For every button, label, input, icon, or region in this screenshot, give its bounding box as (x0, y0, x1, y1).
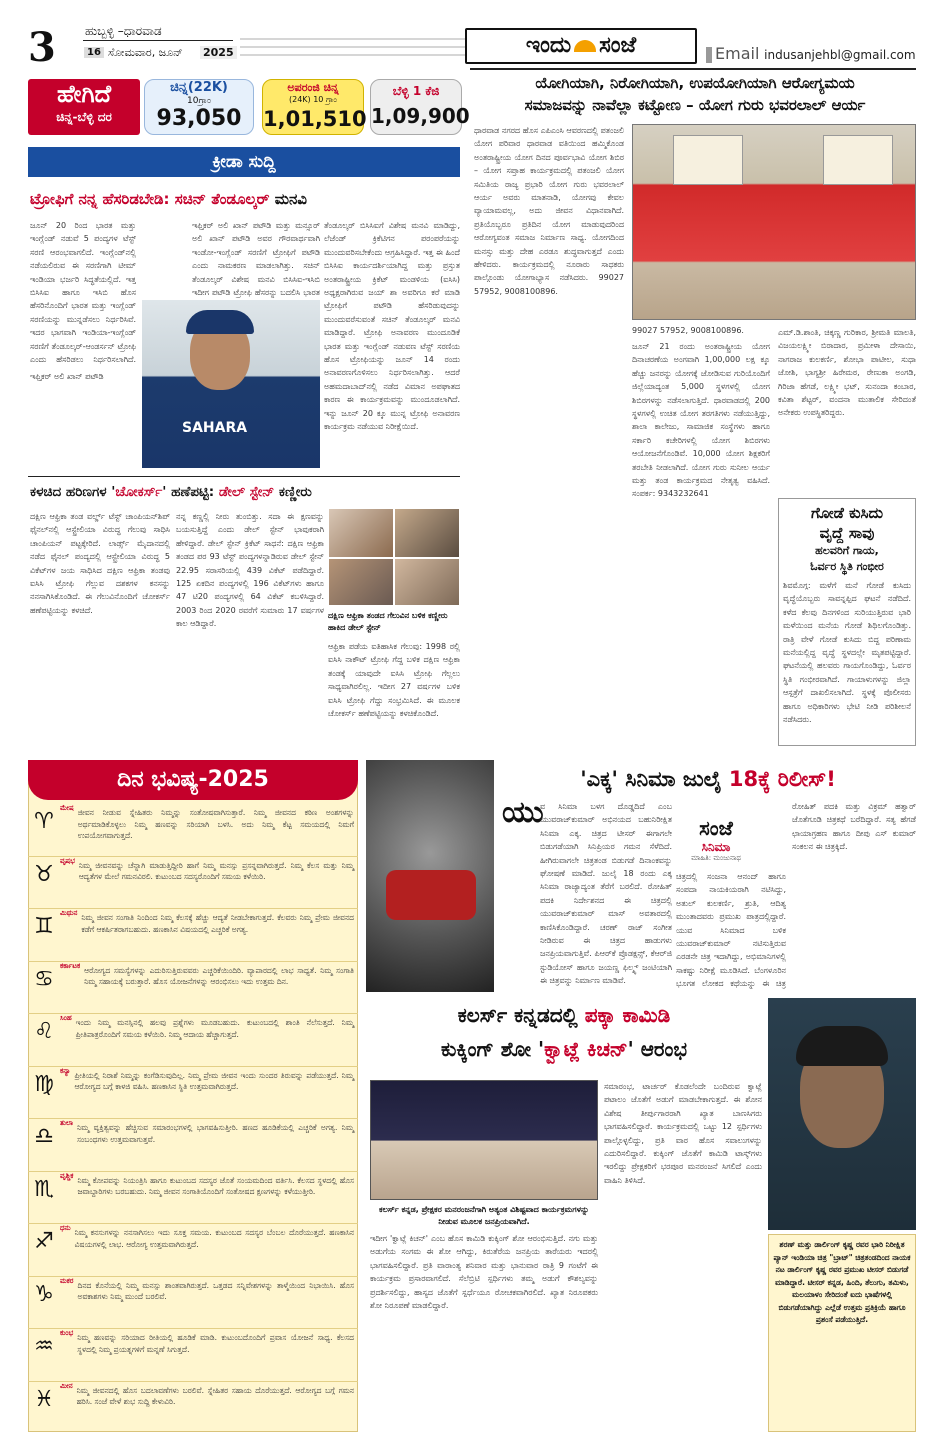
gold22-value: 93,050 (156, 106, 242, 131)
sign-name: ವೃಷಭ (60, 856, 75, 865)
yoga-photo-banner (673, 135, 743, 185)
dale-photo-caption: ದಕ್ಷಿಣ ಆಫ್ರಿಕಾ ತಂಡದ ಗೆಲುವಿನ ಬಳಿಕ ಕಣ್ಣೀರು ಹಾಕಿದ ಡೇಲ್ ಸ್ಟೇನ್ (328, 611, 448, 632)
sign-text: ನಿಮ್ಮ ಜೀವನದಲ್ಲಿ ಹೊಸ ಬದಲಾವಣೆಗಳು ಬರಲಿವೆ. ಸ್ನೇಹಿತರ ಸಹಾಯ ದೊರೆಯುತ್ತದೆ. ಆರೋಗ್ಯದ ಬಗ್ಗೆ ಗಮನ ಹರಿಸಿ. ಸಂಜೆ ವೇಳೆ ಶುಭ ಸುದ್ದಿ ಕೇಳುವಿರಿ. (76, 1385, 354, 1406)
horoscope-row (28, 1329, 358, 1382)
kitchen-photo (370, 1080, 598, 1200)
yoga-col3: ಎಮ್.ಡಿ.ಶಾಂತಿ, ಚಿಕ್ಕಣ್ಣ ಗುರಿಕಾರ, ಶ್ರೀಮತಿ ಮಾಲತಿ, ವಿಜಯಲಕ್ಷ್ಮೀ ಬಿರಾದಾರ, ಪ್ರಮೀಳಾ ದೇಸಾಯಿ, ನಾಗರಾಜ ಕುಲಕರ್ಣಿ, ಶೋಭಾ ಪಾಟೀಲ, ಸುಧಾ ಜೋಶಿ, ಭಾಗ್ಯಶ್ರೀ ಹಿರೇಮಠ, ರೇಣುಕಾ ಅಂಗಡಿ, ಗಿರಿಜಾ ಹೆಗಡೆ, ಲಕ್ಷ್ಮೀ ಭಟ್, ಸುನಂದಾ ಕಂಬಾರ, ಕವಿತಾ ಶೆಟ್ಟರ್, ವಂದನಾ ಮುತಾಲಿಕ ಸೇರಿದಂತೆ ಅನೇಕರು ಉಪಸ್ಥಿತರಿದ್ದರು. (778, 328, 916, 418)
sachin-jersey-logo: SAHARA (182, 420, 248, 436)
horoscope-row (28, 1382, 358, 1435)
sign-name: ಮಕರ (60, 1276, 74, 1285)
yoga-headline (474, 72, 916, 116)
paper-name-left: ಇಂದು (525, 33, 572, 58)
wall-headline-2: ವೃದ್ದೆ ಸಾವು (819, 524, 875, 542)
kitchen-col2: ಸಮಾರಂಭ, ಟಾರ್ಚರ್ ಕೊಡಲೆಂದೇ ಬಂದಿರುವ ಕ್ವಾಟ್ಲೆ ಪಟಾಲಂ ಜೊತೆಗೆ ಅಡುಗೆ ಮಾಡಬೇಕಾಗುತ್ತದೆ. ಈ ಶೋನ ವಿಶೇಷ ತೀರ್ಪುಗಾರರಾಗಿ ಖ್ಯಾತ ಬಾಣಸಿಗರು ಭಾಗವಹಿಸಲಿದ್ದಾರೆ. ಕಾರ್ಯಕ್ರಮದಲ್ಲಿ ಒಟ್ಟು 12 ಸ್ಪರ್ಧಿಗಳು ಪಾಲ್ಗೊಳ್ಳಲಿದ್ದು, ಪ್ರತಿ ವಾರ ಹೊಸ ಸವಾಲುಗಳನ್ನು ಎದುರಿಸಲಿದ್ದಾರೆ. ಕುಕ್ಕಿಂಗ್ ಜೊತೆಗೆ ಕಾಮಿಡಿ ಟಾಸ್ಕ್‌ಗಳು ಇರಲಿದ್ದು ಪ್ರೇಕ್ಷಕರಿಗೆ ಭರಪೂರ ಮನರಂಜನೆ ಸಿಗಲಿದೆ ಎಂದು ವಾಹಿನಿ ತಿಳಿಸಿದೆ. (604, 1082, 762, 1185)
year: 2025 (200, 46, 237, 59)
horoscope-title-bar (28, 760, 358, 800)
gold24-value: 1,01,510 (263, 107, 367, 131)
wall-subhead-1: ಹಲವರಿಗೆ ಗಾಯ, (815, 544, 879, 557)
dale-col1: ದಕ್ಷಿಣ ಆಫ್ರಿಕಾ ತಂಡ ವರ್ಲ್ಡ್ ಟೆಸ್ಟ್ ಚಾಂಪಿಯನ್‌ಶಿಪ್ ಫೈನಲ್‌ನಲ್ಲಿ ಆಸ್ಟ್ರೇಲಿಯಾ ವಿರುದ್ಧ ಗೆಲುವು ಸಾಧಿಸಿ ಚಾಂಪಿಯನ್ ಪಟ್ಟಕ್ಕೇರಿದೆ. ಲಾರ್ಡ್ಸ್ ಮೈದಾನದಲ್ಲಿ ನಡೆದ ಫೈನಲ್ ಪಂದ್ಯದಲ್ಲಿ ಆಸ್ಟ್ರೇಲಿಯಾ ವಿರುದ್ಧ 5 ವಿಕೆಟ್‌ಗಳ ಜಯ ಸಾಧಿಸಿದ ದಕ್ಷಿಣ ಆಫ್ರಿಕಾ ತಂಡವು ಐಸಿಸಿ ಟ್ರೋಫಿ ಗೆಲ್ಲುವ ದಶಕಗಳ ಕನಸನ್ನು ನನಸಾಗಿಸಿಕೊಂಡಿದೆ. ಈ ಗೆಲುವಿನೊಂದಿಗೆ ಚೋಕರ್ಸ್ ಹಣೆಪಟ್ಟಿಯನ್ನು ಕಳಚಿದೆ. (30, 512, 170, 615)
ekka-col3: ರೋಹಿತ್ ಪದಕಿ ಮತ್ತು ವಿಕ್ರಮ್ ಹತ್ವಾರ್ ಜೊತೆಗೂಡಿ ಚಿತ್ರಕಥೆ ಬರೆದಿದ್ದಾರೆ. ಸತ್ಯ ಹೆಗಡೆ ಛಾಯಾಗ್ರಹಣ ಹಾಗೂ ದೀಪು ಎಸ್ ಕುಮಾರ್ ಸಂಕಲನ ಈ ಚಿತ್ರಕ್ಕಿದೆ. (792, 802, 916, 852)
horoscope-row (28, 1014, 358, 1067)
paper-name-right: ಸಂಜೆ (599, 33, 637, 58)
sign-name: ಕುಂಭ (60, 1329, 74, 1337)
pisces-icon: ♓ (34, 1386, 54, 1412)
sun-icon (574, 40, 596, 52)
sign-text: ಆರೋಗ್ಯದ ಸಮಸ್ಯೆಗಳನ್ನು ಎದುರಿಸುತ್ತಿರುವವರು ಎಚ್ಚರಿಕೆಯಿಂದಿರಿ. ವ್ಯಾಪಾರದಲ್ಲಿ ಲಾಭ ಸಾಧ್ಯತೆ. ನಿಮ್ಮ ಸಂಗಾತಿ ನಿಮ್ಮ ಸಹಾಯಕ್ಕೆ ಬರುತ್ತಾರೆ. ಹೊಸ ಯೋಜನೆಗಳನ್ನು ಆರಂಭಿಸಲು ಇದು ಉತ್ತಮ ದಿನ. (84, 965, 354, 986)
virgo-icon: ♍ (34, 1071, 54, 1097)
sign-name: ಮಿಥುನ (60, 909, 78, 917)
wall-headline-1: ಗೋಡೆ ಕುಸಿದು (811, 504, 883, 522)
kitchen-headline-line2 (366, 1032, 762, 1066)
kitchen-headline-1: ಕಲರ್ಸ್ ಕನ್ನಡದಲ್ಲಿ (457, 1003, 585, 1027)
sign-name: ಸಿಂಹ (60, 1014, 72, 1022)
aquarius-icon: ♒ (34, 1334, 54, 1359)
sign-text: ಇಂದು ನಿಮ್ಮ ಮನಸ್ಸಿನಲ್ಲಿ ಹಲವು ಪ್ರಶ್ನೆಗಳು ಮೂಡಬಹುದು. ಕುಟುಂಬದಲ್ಲಿ ಶಾಂತಿ ನೆಲೆಸುತ್ತದೆ. ನಿಮ್ಮ ಪ್ರೀತಿಪಾತ್ರರೊಂದಿಗೆ ಸಮಯ ಕಳೆಯಿರಿ. ನಿಮ್ಮ ಆದಾಯ ಹೆಚ್ಚಾಗುತ್ತದೆ. (75, 1018, 354, 1039)
dale-headline-4: ಡೇಲ್ ಸ್ಟೇನ್ (218, 484, 275, 500)
email-icon (706, 47, 712, 63)
sports-headline-2: ಸಚಿನ್ ತೆಂಡೂಲ್ಕರ್ (174, 190, 270, 208)
silver-label: ಬೆಳ್ಳಿ 1 ಕೆಜಿ (392, 84, 440, 98)
taurus-icon: ♉ (34, 861, 54, 887)
wall-news (778, 498, 916, 746)
horoscope-row (28, 804, 358, 857)
ekka-dropcap: ಯು (502, 795, 544, 830)
sign-text: ನಿಮ್ಮ ಕನಸುಗಳನ್ನು ನನಸಾಗಿಸಲು ಇದು ಸೂಕ್ತ ಸಮಯ. ಕುಟುಂಬದ ಸದಸ್ಯರ ಬೆಂಬಲ ದೊರೆಯುತ್ತದೆ. ಹಣಕಾಸಿನ ವಿಷಯಗಳಲ್ಲಿ ಲಾಭ. ಆರೋಗ್ಯ ಉತ್ತಮವಾಗಿರುತ್ತದೆ. (74, 1228, 354, 1249)
kitchen-col1: ಇದೀಗ 'ಕ್ವಾಟ್ಲೆ ಕಿಚನ್' ಎಂಬ ಹೊಸ ಕಾಮಿಡಿ ಕುಕ್ಕಿಂಗ್ ಶೋ ಆರಂಭಿಸುತ್ತಿದೆ. ನಗು ಮತ್ತು ಅಡುಗೆಯ ಸಂಗಮ ಈ ಶೋ ಆಗಿದ್ದು, ಕಿರುತೆರೆಯ ಜನಪ್ರಿಯ ತಾರೆಯರು ಇದರಲ್ಲಿ ಭಾಗವಹಿಸಲಿದ್ದಾರೆ. ಪ್ರತಿ ವಾರಾಂತ್ಯ ಶನಿವಾರ ಮತ್ತು ಭಾನುವಾರ ರಾತ್ರಿ 9 ಗಂಟೆಗೆ ಈ ಕಾರ್ಯಕ್ರಮ ಪ್ರಸಾರವಾಗಲಿದೆ. ಸೆಲೆಬ್ರಿಟಿ ಸ್ಪರ್ಧಿಗಳು ತಮ್ಮ ಅಡುಗೆ ಕೌಶಲ್ಯವನ್ನು ಪ್ರದರ್ಶಿಸಲಿದ್ದು, ಹಾಸ್ಯದ ಜೊತೆಗೆ ಸ್ಪರ್ಧೆಯೂ ರೋಚಕವಾಗಿರಲಿದೆ. ಖ್ಯಾತ ನಿರೂಪಕರು ಶೋ ನಿರೂಪಣೆ ಮಾಡಲಿದ್ದಾರೆ. (370, 1234, 598, 1311)
ekka-photo (366, 760, 494, 992)
sports-col1-b: ಇಫ್ತಿಕರ್ ಅಲಿ ಖಾನ್ ಪಟೌಡಿ (30, 372, 104, 381)
horoscope-row (28, 1277, 358, 1330)
sign-name: ಕರ್ಕಾಟಕ (60, 961, 81, 970)
sign-text: ನಿಮ್ಮ ಜೀವನವನ್ನು ಚೆನ್ನಾಗಿ ಮಾಡುತ್ತಿದ್ದೀರಿ ಹಾಗೆ ನಿಮ್ಮ ಮನಸ್ಸು ಪ್ರಸನ್ನವಾಗಿರುತ್ತದೆ. ನಿಮ್ಮ ಕೆಲಸ ಮತ್ತು ನಿಮ್ಮ ಆದ್ಯತೆಗಳ ಮೇಲೆ ಗಮನವಿರಲಿ. ಕುಟುಂಬದ ಸದಸ್ಯರೊಂದಿಗೆ ಸಮಯ ಕಳೆಯಿರಿ. (78, 860, 354, 881)
leo-icon: ♌ (34, 1019, 54, 1044)
brat-caption: ಶರಣ್ ಮತ್ತು ಡಾರ್ಲಿಂಗ್ ಕೃಷ್ಣ ರವರ ಭಾರಿ ನಿರೀಕ್ಷಿತ ಪ್ಯಾನ್ ಇಂಡಿಯಾ ಚಿತ್ರ "ಬ್ರಾಟ್" ಚಿತ್ರತಂಡದಿಂದ ನಾಯಕ ನಟ ಡಾರ್ಲಿಂಗ್ ಕೃಷ್ಣ ರವರ ಪ್ರಮುಖ ಟೀಸರ್ ಬಿಡುಗಡೆ ಮಾಡಿದ್ದಾರೆ. ಟೀಸರ್ ಕನ್ನಡ, ಹಿಂದಿ, ತೆಲುಗು, ತಮಿಳು, ಮಲಯಾಳಂ ಸೇರಿದಂತೆ ಐದು ಭಾಷೆಗಳಲ್ಲಿ ಬಿಡುಗಡೆಯಾಗಿದ್ದು ಎಲ್ಲೆಡೆ ಉತ್ತಮ ಪ್ರತಿಕ್ರಿಯೆ ಹಾಗೂ ಪ್ರಶಂಸೆ ಪಡೆಯುತ್ತಿದೆ. (773, 1240, 911, 1324)
horoscope-row (28, 962, 358, 1015)
dale-photo-4 (395, 559, 459, 605)
dale-top-rule (28, 476, 460, 477)
edition-label: ಹುಬ್ಬಳ್ಳಿ –ಧಾರವಾಡ (85, 24, 162, 38)
price-banner-sub: ಚಿನ್ನ-ಬೆಳ್ಳಿ ದರ (56, 110, 112, 124)
sign-name: ಧನು (60, 1224, 71, 1232)
brat-hair (796, 1026, 888, 1066)
date-text: ಸೋಮವಾರ, ಜೂನ್ (108, 46, 183, 59)
kitchen-headline-5: ' ಆರಂಭ (627, 1037, 687, 1061)
sign-text: ಪ್ರೀತಿಯಲ್ಲಿ ನಿರಾಶೆ ನಿಮ್ಮನ್ನು ಕಂಗೆಡಿಸುವುದಿಲ್ಲ. ನಿಮ್ಮ ಪ್ರೇಮ ಜೀವನ ಇಂದು ಸುಂದರ ತಿರುವನ್ನು ಪಡೆಯುತ್ತದೆ. ನಿಮ್ಮ ಆರೋಗ್ಯದ ಬಗ್ಗೆ ಕಾಳಜಿ ವಹಿಸಿ. ಹಣಕಾಸಿನ ಸ್ಥಿತಿ ಉತ್ತಮವಾಗಿರುತ್ತದೆ. (74, 1070, 354, 1091)
cancer-icon: ♋ (34, 966, 54, 992)
gold22-unit: 10ಗ್ರಾಂ (187, 96, 211, 106)
edition-divider (83, 40, 233, 41)
gemini-icon: ♊ (34, 914, 54, 939)
wall-body: ಶಿವಮೊಗ್ಗ: ಮಳೆಗೆ ಮನೆ ಗೋಡೆ ಕುಸಿದು ವೃದ್ಧೆಯೊಬ್ಬರು ಸಾವನ್ನಪ್ಪಿದ ಘಟನೆ ನಡೆದಿದೆ. ಕಳೆದ ಕೆಲವು ದಿನಗಳಿಂದ ಸುರಿಯುತ್ತಿರುವ ಭಾರಿ ಮಳೆಯಿಂದ ಮನೆಯ ಗೋಡೆ ಶಿಥಿಲಗೊಂಡಿತ್ತು. ರಾತ್ರಿ ವೇಳೆ ಗೋಡೆ ಕುಸಿದು ಬಿದ್ದ ಪರಿಣಾಮ ಮನೆಯಲ್ಲಿದ್ದ ವೃದ್ಧೆ ಸ್ಥಳದಲ್ಲೇ ಮೃತಪಟ್ಟಿದ್ದಾರೆ. ಘಟನೆಯಲ್ಲಿ ಹಲವರು ಗಾಯಗೊಂಡಿದ್ದು, ಓರ್ವರ ಸ್ಥಿತಿ ಗಂಭೀರವಾಗಿದೆ. ಗಾಯಾಳುಗಳನ್ನು ಜಿಲ್ಲಾ ಆಸ್ಪತ್ರೆಗೆ ದಾಖಲಿಸಲಾಗಿದೆ. ಸ್ಥಳಕ್ಕೆ ಪೊಲೀಸರು ಹಾಗೂ ಅಧಿಕಾರಿಗಳು ಭೇಟಿ ನೀಡಿ ಪರಿಶೀಲನೆ ನಡೆಸಿದರು. (783, 581, 911, 725)
sign-text: ನಿಮ್ಮ ಕೋಪವನ್ನು ನಿಯಂತ್ರಿಸಿ ಹಾಗೂ ಕುಟುಂಬದ ಸದಸ್ಯರ ಜೊತೆ ಸಂಯಮದಿಂದ ವರ್ತಿಸಿ. ಕೆಲಸದ ಸ್ಥಳದಲ್ಲಿ ಹೊಸ ಜವಾಬ್ದಾರಿಗಳು ಬರಬಹುದು. ನಿಮ್ಮ ಜೀವನ ಸಂಗಾತಿಯೊಂದಿಗೆ ಸಂತೋಷದ ಕ್ಷಣಗಳನ್ನು ಕಳೆಯುತ್ತೀರಿ. (77, 1175, 354, 1196)
sign-name: ಮೇಷ (60, 804, 74, 812)
horoscope-row (28, 857, 358, 910)
yoga-photo (632, 124, 916, 320)
kitchen-headline-3: ಕುಕ್ಕಿಂಗ್ ಶೋ ' (440, 1037, 545, 1061)
gold22-label: ಚಿನ್ನ(22K) (170, 80, 228, 95)
sports-section-bar (28, 147, 460, 177)
dale-headline-3: ' ಹಣೆಪಟ್ಟಿ: (162, 484, 219, 500)
sports-section-title: ಕ್ರೀಡಾ ಸುದ್ದಿ (212, 152, 276, 172)
horoscope-row (28, 1224, 358, 1277)
kitchen-headline (366, 998, 762, 1066)
ekka-headline-2: ಸಿನಿಮಾ ಜುಲೈ (618, 767, 729, 791)
dale-col3: ಆಫ್ರಿಕಾ ಪಡೆಯ ಐತಿಹಾಸಿಕ ಗೆಲುವು: 1998 ರಲ್ಲಿ ಐಸಿಸಿ ನಾಕೌಟ್ ಟ್ರೋಫಿ ಗೆದ್ದ ಬಳಿಕ ದಕ್ಷಿಣ ಆಫ್ರಿಕಾ ತಂಡಕ್ಕೆ ಯಾವುದೇ ಐಸಿಸಿ ಟ್ರೋಫಿ ಗೆಲ್ಲಲು ಸಾಧ್ಯವಾಗಿರಲಿಲ್ಲ. ಇದೀಗ 27 ವರ್ಷಗಳ ಬಳಿಕ ಐಸಿಸಿ ಟ್ರೋಫಿ ಗೆದ್ದು ಸಂಭ್ರಮಿಸಿದೆ. ಈ ಮೂಲಕ ಚೋಕರ್ಸ್ ಹಣೆಪಟ್ಟಿಯನ್ನು ಕಳಚಿಕೊಂಡಿದೆ. (328, 642, 460, 719)
price-banner (28, 79, 140, 135)
sports-headline-1: ಟ್ರೋಫಿಗೆ ನನ್ನ ಹೆಸರಿಡಬೇಡಿ: (30, 190, 175, 208)
sports-col3: ತೆಂಡೂಲ್ಕರ್ ಬಿಸಿಸಿಐಗೆ ವಿಶೇಷ ಮನವಿ ಮಾಡಿದ್ದು, ಲೆಜೆಂಡ್ ಕ್ರಿಕೆಟಿಗನ ಪರಂಪರೆಯನ್ನು ಮುಂದುವರಿಸಬೇಕೆಂದು ಆಗ್ರಹಿಸಿದ್ದಾರೆ. ಇತ್ತ ಈ ಹಿಂದೆ ಬಿಸಿಸಿಐ ಕಾರ್ಯದರ್ಶಿಯಾಗಿದ್ದ ಮತ್ತು ಪ್ರಸ್ತುತ ಅಂತರಾಷ್ಟ್ರೀಯ ಕ್ರಿಕೆಟ್ ಮಂಡಳಿಯ (ಐಸಿಸಿ) ಅಧ್ಯಕ್ಷರಾಗಿರುವ ಜಯ್ ಶಾ ಅವರಿಗೂ ಕರೆ ಮಾಡಿ ಟ್ರೋಫಿಗೆ ಪಟೌಡಿ ಹೆಸರಿಡುವುದನ್ನು ಮುಂದುವರೆಸುವಂತೆ ಸಚಿನ್ ತೆಂಡೂಲ್ಕರ್ ಮನವಿ ಮಾಡಿದ್ದಾರೆ. ಟ್ರೋಫಿ ಅನಾವರಣ ಮುಂದೂಡಿಕೆ ಭಾರತ ಮತ್ತು ಇಂಗ್ಲೆಂಡ್ ನಡುವಣ ಟೆಸ್ಟ್ ಸರಣಿಯ ಹೊಸ ಟ್ರೋಫಿಯನ್ನು ಜೂನ್ 14 ರಂದು ಅನಾವರಣಗೊಳಿಸಲು ನಿರ್ಧರಿಸಲಾಗಿತ್ತು. ಆದರೆ ಅಹಮದಾಬಾದ್‌ನಲ್ಲಿ ನಡೆದ ವಿಮಾನ ಅಪಘಾತದ ಕಾರಣ ಈ ಕಾರ್ಯಕ್ರಮವನ್ನು ಮುಂದೂಡಲಾಗಿದೆ. ಇನ್ನು ಜೂನ್ 20 ಕ್ಕೂ ಮುನ್ನ ಟ್ರೋಫಿ ಅನಾವರಣ ಕಾರ್ಯಕ್ರಮ ನಡೆಯುವ ನಿರೀಕ್ಷೆಯಿದೆ. (324, 221, 460, 432)
kitchen-headline-2: ಪಕ್ಕಾ ಕಾಮಿಡಿ (584, 1003, 671, 1027)
ekka-headline-1: 'ಎಕ್ಕ' (580, 767, 618, 791)
horoscope-title: ದಿನ ಭವಿಷ್ಯ-2025 (117, 767, 269, 792)
ekka-byline: ಮಾಹಿತಿ: ಮಂಜುನಾಥ (691, 854, 741, 862)
horoscope-row (28, 1119, 358, 1172)
cinema-logo-text: ಸಿನಿಮಾ (701, 840, 731, 854)
horoscope-row (28, 1067, 358, 1120)
dale-headline (30, 481, 460, 503)
gold24-label: ಅಪರಂಜಿ ಚಿನ್ನ (287, 81, 339, 94)
masthead (0, 0, 945, 70)
ekka-headline-3: 18ಕ್ಕೆ ರಿಲೀಸ್! (728, 767, 836, 791)
ekka-face-cover (386, 870, 476, 920)
horoscope-row (28, 1172, 358, 1225)
ekka-col1: ವ ಸಿನಿಮಾ ಬಳಗ ದೊಡ್ಡದಿದೆ ಎಂಬ ಯುವರಾಜ್‌ಕುಮಾರ್ ಅಭಿನಯದ ಬಹುನಿರೀಕ್ಷಿತ ಸಿನಿಮಾ ಎಕ್ಕ. ಚಿತ್ರದ ಟೀಸರ್ ಈಗಾಗಲೇ ಬಿಡುಗಡೆಯಾಗಿ ಸಿನಿಪ್ರಿಯರ ಗಮನ ಸೆಳೆದಿದೆ. ಹೀಗಿರುವಾಗಲೇ ಚಿತ್ರತಂಡ ಬಿಡುಗಡೆ ದಿನಾಂಕವನ್ನು ಘೋಷಣೆ ಮಾಡಿದೆ. ಜುಲೈ 18 ರಂದು ಎಕ್ಕ ಸಿನಿಮಾ ರಾಜ್ಯಾದ್ಯಂತ ತೆರೆಗೆ ಬರಲಿದೆ. ರೋಹಿತ್ ಪದಕಿ ನಿರ್ದೇಶನದ ಈ ಚಿತ್ರದಲ್ಲಿ ಯುವರಾಜ್‌ಕುಮಾರ್ ಮಾಸ್ ಅವತಾರದಲ್ಲಿ ಕಾಣಿಸಿಕೊಂಡಿದ್ದಾರೆ. ಚರಣ್ ರಾಜ್ ಸಂಗೀತ ನೀಡಿರುವ ಈ ಚಿತ್ರದ ಹಾಡುಗಳು ಜನಪ್ರಿಯವಾಗುತ್ತಿವೆ. ಪಿಆರ್‌ಕೆ ಪ್ರೊಡಕ್ಷನ್ಸ್, ಕೆಆರ್‌ಜಿ ಸ್ಟುಡಿಯೋಸ್ ಹಾಗೂ ಜಯಣ್ಣ ಫಿಲ್ಮ್ಸ್ ಜಂಟಿಯಾಗಿ ಈ ಚಿತ್ರವನ್ನು ನಿರ್ಮಾಣ ಮಾಡಿವೆ. (540, 802, 672, 986)
page-number: 3 (28, 24, 56, 71)
sign-name: ಮೀನ (60, 1381, 73, 1390)
sign-text: ನಿಮ್ಮ ಹಣವನ್ನು ಸರಿಯಾದ ರೀತಿಯಲ್ಲಿ ಹೂಡಿಕೆ ಮಾಡಿ. ಕುಟುಂಬದೊಂದಿಗೆ ಪ್ರವಾಸ ಯೋಜನೆ ಸಾಧ್ಯ. ಕೆಲಸದ ಸ್ಥಳದಲ್ಲಿ ನಿಮ್ಮ ಪ್ರಯತ್ನಗಳಿಗೆ ಮನ್ನಣೆ ಸಿಗುತ್ತದೆ. (77, 1333, 354, 1354)
dale-headline-5: ಕಣ್ಣೀರು (274, 484, 312, 500)
gold22-box (144, 79, 254, 135)
yoga-headline-2: ಸಮಾಜವನ್ನು ನಾವೆಲ್ಲಾ ಕಟ್ಟೋಣ – ಯೋಗ ಗುರು ಭವರಲಾಲ್ ಆರ್ಯ (524, 96, 866, 114)
price-banner-title: ಹೇಗಿದೆ (56, 80, 112, 108)
kitchen-photo-caption: ಕಲರ್ಸ್ ಕನ್ನಡ, ಪ್ರೇಕ್ಷಕರ ಮನರಂಜನೆಗಾಗಿ ಅತ್ಯಂತ ವಿಶಿಷ್ಟವಾದ ಕಾರ್ಯಕ್ರಮಗಳನ್ನು ನೀಡುವ ಮೂಲಕ ಜನಪ್ರಿಯವಾಗಿದೆ. (378, 1205, 590, 1226)
sign-text: ಜೀವನ ನೀಡುವ ಸ್ನೇಹಿತರು ನಿಮ್ಮನ್ನು ಸಂತೋಷವಾಗಿಸುತ್ತಾರೆ. ನಿಮ್ಮ ಜೀವನದ ಕಠಿಣ ಅಂಶಗಳನ್ನು ಅರ್ಥಮಾಡಿಕೊಳ್ಳಲು ನಿಮ್ಮ ಹಣವನ್ನು ಸರಿಯಾಗಿ ಬಳಸಿ. ಅದು ನಿಮ್ಮ ಕೆಟ್ಟ ಸಮಯದಲ್ಲಿ ನಿಮಗೆ ಉಪಯೋಗವಾಗುತ್ತದೆ. (77, 808, 354, 840)
aries-icon: ♈ (34, 809, 54, 834)
brat-caption-box (768, 1234, 916, 1432)
dale-photo-3 (329, 559, 393, 605)
yoga-headline-1: ಯೋಗಿಯಾಗಿ, ನಿರೋಗಿಯಾಗಿ, ಉಪಯೋಗಿಯಾಗಿ ಆರೋಗ್ಯಮಯ (535, 74, 855, 92)
dale-photo-1 (329, 509, 393, 557)
yoga-phone: 99027 57952, 9008100896. (632, 326, 744, 335)
dale-headline-2: ಚೋಕರ್ಸ್ (115, 484, 163, 500)
sign-text: ನಿಮ್ಮ ಜೀವನ ಸಂಗಾತಿ ನಿಂದಿಂದ ನಿಮ್ಮ ಕೆಲಸಕ್ಕೆ ಹೆಚ್ಚು ಆದ್ಯತೆ ನೀಡಬೇಕಾಗುತ್ತದೆ. ಕೆಲವರು ನಿಮ್ಮ ಪ್ರೇಮ ಜೀವನದ ಕಡೆಗೆ ಆಕರ್ಷಿತರಾಗಬಹುದು. ಹಣಕಾಸಿನ ವಿಷಯದಲ್ಲಿ ಎಚ್ಚರಿಕೆ ಅಗತ್ಯ. (81, 913, 354, 934)
yoga-col1: ಧಾರವಾಡ ನಗರದ ಹೊಸ ಎಪಿಎಂಸಿ ಆವರಣದಲ್ಲಿ ಪತಂಜಲಿ ಯೋಗ ಪರಿವಾರ ಧಾರವಾಡ ವತಿಯಿಂದ ಹಮ್ಮಿಕೊಂಡ ಅಂತರಾಷ್ಟ್ರೀಯ ಯೋಗ ದಿನದ ಪೂರ್ವಭಾವಿ ಯೋಗ ಶಿಬಿರ – ಯೋಗ ಸಪ್ತಾಹ ಕಾರ್ಯಕ್ರಮದಲ್ಲಿ ಪತಂಜಲಿ ಯೋಗ ಸಮಿತಿಯ ರಾಜ್ಯ ಪ್ರಭಾರಿ ಯೋಗ ಗುರು ಭವರಲಾಲ್ ಆರ್ಯ ಅವರು ಮಾತನಾಡಿ, ಯೋಗವು ಕೇವಲ ವ್ಯಾಯಾಮವಲ್ಲ, ಅದು ಜೀವನ ವಿಧಾನವಾಗಿದೆ. ಪ್ರತಿಯೊಬ್ಬರೂ ಪ್ರತಿದಿನ ಯೋಗ ಮಾಡುವುದರಿಂದ ಆರೋಗ್ಯವಂತ ಸಮಾಜ ನಿರ್ಮಾಣ ಸಾಧ್ಯ. ಯೋಗದಿಂದ ಮನಸ್ಸು ಮತ್ತು ದೇಹ ಎರಡೂ ಶುದ್ಧವಾಗುತ್ತದೆ ಎಂದು ಹೇಳಿದರು. ಕಾರ್ಯಕ್ರಮದಲ್ಲಿ ನೂರಾರು ಸಾಧಕರು ಪಾಲ್ಗೊಂಡು ಯೋಗಾಭ್ಯಾಸ ನಡೆಸಿದರು. 99027 57952, 9008100896. (474, 126, 624, 296)
dale-photo-2 (395, 509, 459, 557)
capricorn-icon: ♑ (34, 1281, 54, 1307)
sign-name: ವೃಶ್ಚಿಕ (60, 1171, 74, 1180)
paper-name (465, 28, 697, 64)
sanje-cinema-logo (676, 816, 756, 866)
masthead-stripes (240, 32, 465, 58)
sports-headline-3: ಮನವಿ (269, 190, 307, 208)
dale-headline-1: ಕಳಚಿದ ಹರಿಣಗಳ ' (30, 484, 116, 500)
scorpio-icon: ♏ (34, 1176, 54, 1202)
kitchen-headline-4: ಕ್ವಾಟ್ಲೆ ಕಿಚನ್ (544, 1037, 628, 1061)
dale-photo (328, 508, 460, 606)
yoga-photo-banner-2 (823, 135, 893, 185)
ekka-headline (500, 764, 916, 794)
silver-value: 1,09,900 (371, 104, 470, 128)
email-label: Email (715, 44, 760, 63)
sign-name: ಕನ್ಯಾ (60, 1066, 71, 1075)
email-block (706, 44, 916, 63)
sports-col1: ಜೂನ್ 20 ರಿಂದ ಭಾರತ ಮತ್ತು ಇಂಗ್ಲೆಂಡ್ ನಡುವೆ 5 ಪಂದ್ಯಗಳ ಟೆಸ್ಟ್ ಸರಣಿ ಆರಂಭವಾಗಲಿದೆ. ಇಂಗ್ಲೆಂಡ್‌ನಲ್ಲಿ ನಡೆಯಲಿರುವ ಈ ಸರಣಿಗಾಗಿ ಟೀಮ್ ಇಂಡಿಯಾ ಭರ್ಜರಿ ಸಿದ್ಧತೆಯಲ್ಲಿದೆ. ಇತ್ತ ಬಿಸಿಸಿಐ ಹಾಗೂ ಇಸಿಬಿ ಹೊಸ ಹೆಸರಿನೊಂದಿಗೆ ಭಾರತ ಮತ್ತು ಇಂಗ್ಲೆಂಡ್ ಸರಣಿಯನ್ನು ಮುನ್ನಡೆಸಲು ನಿರ್ಧರಿಸಿವೆ. ಇದರ ಭಾಗವಾಗಿ ಇಂಡಿಯಾ-ಇಂಗ್ಲೆಂಡ್ ಸರಣಿಗೆ ತೆಂಡೂಲ್ಕರ್-ಆಂಡರ್ಸನ್ ಟ್ರೋಫಿ ಎಂದು ಹೆಸರಿಡಲು ನಿರ್ಧರಿಸಲಾಗಿದೆ. (30, 221, 136, 365)
libra-icon: ♎ (34, 1124, 54, 1149)
gold24-box (262, 79, 367, 135)
dale-col2: ನನ್ನ ಕಣ್ಣಲ್ಲಿ ನೀರು ತುಂಬಿತ್ತು. ಸದಾ ಈ ಕ್ಷಣವನ್ನು ಬಯಸುತ್ತಿದ್ದೆ ಎಂದು ಡೇಲ್ ಸ್ಟೇನ್ ಭಾವುಕರಾಗಿ ಹೇಳಿದ್ದಾರೆ. ಡೇಲ್ ಸ್ಟೇನ್ ಕ್ರಿಕೆಟ್ ಸಾಧನೆ: ದಕ್ಷಿಣ ಆಫ್ರಿಕಾ ತಂಡದ ಪರ 93 ಟೆಸ್ಟ್ ಪಂದ್ಯಗಳನ್ನಾಡಿರುವ ಡೇಲ್ ಸ್ಟೇನ್ 22.95 ಸರಾಸರಿಯಲ್ಲಿ 439 ವಿಕೆಟ್ ಪಡೆದಿದ್ದಾರೆ. 125 ಏಕದಿನ ಪಂದ್ಯಗಳಲ್ಲಿ 196 ವಿಕೆಟ್‌ಗಳು ಹಾಗೂ 47 ಟಿ20 ಪಂದ್ಯಗಳಲ್ಲಿ 64 ವಿಕೆಟ್ ಕಬಳಿಸಿದ್ದಾರೆ. 2003 ರಿಂದ 2020 ರವರೆಗೆ ಸುಮಾರು 17 ವರ್ಷಗಳ ಕಾಲ ಆಡಿದ್ದಾರೆ. (176, 512, 324, 629)
sanje-logo-text: ಸಂಜೆ (699, 816, 733, 840)
yoga-top-rule (470, 68, 916, 70)
sachin-cap (186, 310, 254, 334)
yoga-col2: ಜೂನ್ 21 ರಂದು ಅಂತರಾಷ್ಟ್ರೀಯ ಯೋಗ ದಿನಾಚರಣೆಯ ಅಂಗವಾಗಿ 1,00,000 ಲಕ್ಷ ಕ್ಕೂ ಹೆಚ್ಚು ಜನರನ್ನು ಯೋಗಕ್ಕೆ ಜೋಡಿಸುವ ಗುರಿಯೊಂದಿಗೆ ಜಿಲ್ಲೆಯಾದ್ಯಂತ 5,000 ಸ್ಥಳಗಳಲ್ಲಿ ಯೋಗ ಶಿಬಿರಗಳನ್ನು ನಡೆಸಲಾಗುತ್ತಿದೆ. ಧಾರವಾಡದಲ್ಲಿ 200 ಸ್ಥಳಗಳಲ್ಲಿ ಉಚಿತ ಯೋಗ ತರಗತಿಗಳು ನಡೆಯುತ್ತಿದ್ದು, ಶಾಲಾ ಕಾಲೇಜು, ಸಾಮಾಜಿಕ ಸಂಸ್ಥೆಗಳು ಹಾಗೂ ಸರ್ಕಾರಿ ಕಚೇರಿಗಳಲ್ಲಿ ಯೋಗ ಶಿಬಿರಗಳು ಆಯೋಜನೆಗೊಂಡಿವೆ. 10,000 ಯೋಗ ಶಿಕ್ಷಕರಿಗೆ ತರಬೇತಿ ನೀಡಲಾಗಿದೆ. ಯೋಗ ಗುರು ಸುನೀಲ ಆರ್ಯ ಮತ್ತು ತಂಡ ಕಾರ್ಯಕ್ರಮದ ನೇತೃತ್ವ ವಹಿಸಿದೆ. ಸಂಪರ್ಕ: 9343232641 (632, 342, 770, 499)
kitchen-headline-line1 (366, 998, 762, 1032)
wall-subhead-2: ಓರ್ವರ ಸ್ಥಿತಿ ಗಂಭೀರ (810, 560, 884, 573)
horoscope-list (28, 804, 358, 1434)
sports-col2: ಇಫ್ತಿಕರ್ ಅಲಿ ಖಾನ್ ಪಟೌಡಿ ಮತ್ತು ಮನ್ಸೂರ್ ಅಲಿ ಖಾನ್ ಪಟೌಡಿ ಅವರ ಗೌರವಾರ್ಥವಾಗಿ ಇಂಡೋ-ಇಂಗ್ಲೆಂಡ್ ಸರಣಿಗೆ ಟ್ರೋಫಿಗೆ ಪಟೌಡಿ ಎಂದು ನಾಮಕರಣ ಮಾಡಲಾಗಿತ್ತು. ಸಚಿನ್ ತೆಂಡೂಲ್ಕರ್ ವಿಶೇಷ ಮನವಿ ಬಿಸಿಸಿಐ-ಇಸಿಬಿ ಇದೀಗ ಪಟೌಡಿ ಟ್ರೋಫಿ ಹೆಸರನ್ನು ಬದಲಿಸಿ ಭಾರತ (192, 221, 320, 298)
sign-text: ದಿನದ ಕೊನೆಯಲ್ಲಿ ನಿಮ್ಮ ಮನಸ್ಸು ಶಾಂತವಾಗಿರುತ್ತದೆ. ಒತ್ತಡದ ಸನ್ನಿವೇಶಗಳನ್ನು ತಾಳ್ಮೆಯಿಂದ ನಿಭಾಯಿಸಿ. ಹೊಸ ಅವಕಾಶಗಳು ನಿಮ್ಮ ಮುಂದೆ ಬರಲಿವೆ. (77, 1280, 354, 1301)
sports-headline (30, 188, 460, 210)
silver-box (370, 79, 470, 135)
sachin-photo (142, 300, 320, 468)
sagittarius-icon: ♐ (34, 1229, 54, 1254)
gold24-unit: (24K) 10 ಗ್ರಾಂ (289, 95, 337, 104)
date-day: 16 (84, 47, 104, 58)
sign-text: ನಿಮ್ಮ ವ್ಯಕ್ತಿತ್ವವನ್ನು ಹೆಚ್ಚಿಸುವ ಸಮಾರಂಭಗಳಲ್ಲಿ ಭಾಗವಹಿಸುತ್ತೀರಿ. ಹಣದ ಹೂಡಿಕೆಯಲ್ಲಿ ಎಚ್ಚರಿಕೆ ಅಗತ್ಯ. ನಿಮ್ಮ ಸಂಬಂಧಗಳು ಉತ್ತಮವಾಗುತ್ತವೆ. (76, 1123, 354, 1144)
sign-name: ತುಲಾ (60, 1119, 73, 1127)
brat-poster (768, 998, 916, 1230)
email-address[interactable]: indusanjehbl@gmail.com (764, 48, 916, 62)
horoscope-row (28, 909, 358, 962)
ekka-col2: ಚಿತ್ರದಲ್ಲಿ ಸಂಜನಾ ಆನಂದ್ ಹಾಗೂ ಸಂಪದಾ ನಾಯಕಿಯರಾಗಿ ನಟಿಸಿದ್ದು, ಅತುಲ್ ಕುಲಕರ್ಣಿ, ಶ್ರುತಿ, ಆದಿತ್ಯ ಮುಂತಾದವರು ಪ್ರಮುಖ ಪಾತ್ರದಲ್ಲಿದ್ದಾರೆ. ಯುವ ಸಿನಿಮಾದ ಬಳಿಕ ಯುವರಾಜ್‌ಕುಮಾರ್ ನಟಿಸುತ್ತಿರುವ ಎರಡನೇ ಚಿತ್ರ ಇದಾಗಿದ್ದು, ಅಭಿಮಾನಿಗಳಲ್ಲಿ ಸಾಕಷ್ಟು ನಿರೀಕ್ಷೆ ಮೂಡಿಸಿದೆ. ಬೆಂಗಳೂರಿನ ಭೂಗತ ಲೋಕದ ಕಥೆಯನ್ನು ಈ ಚಿತ್ರ (676, 872, 786, 989)
